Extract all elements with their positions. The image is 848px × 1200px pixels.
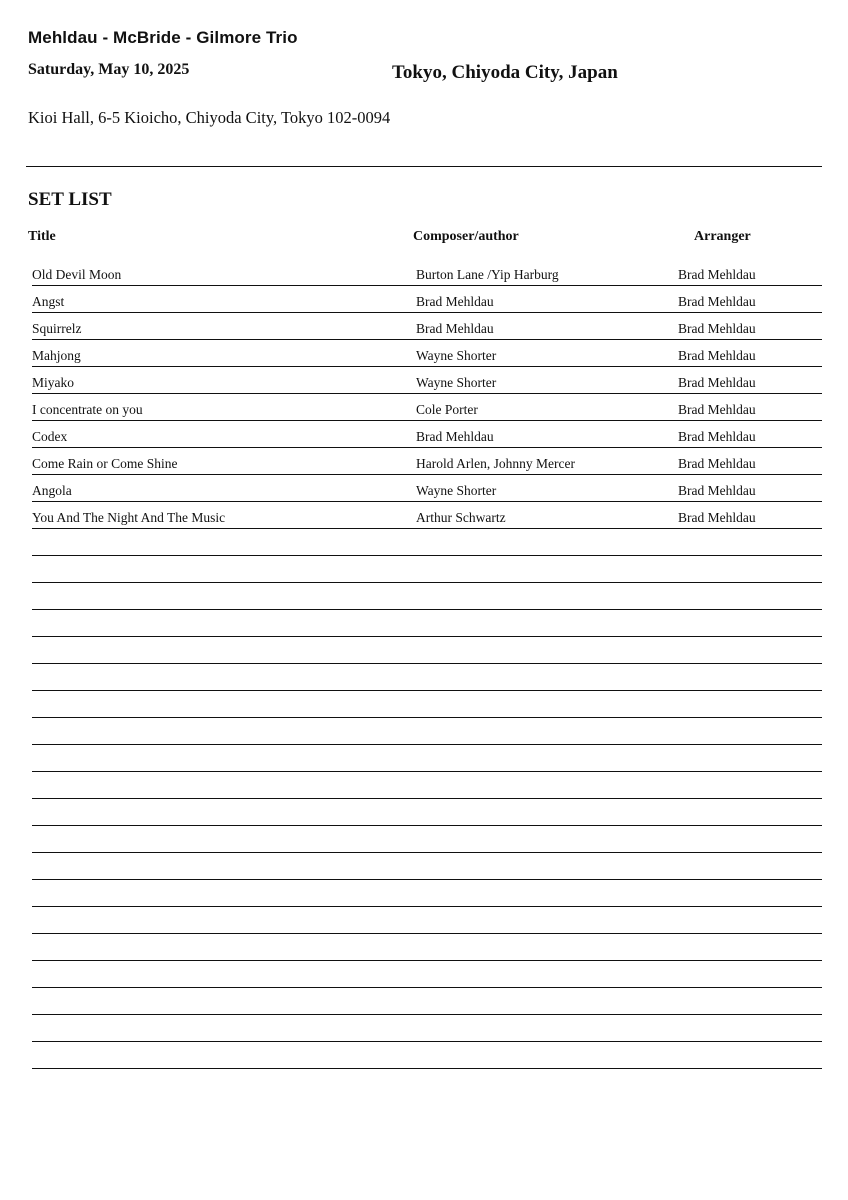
setlist-row <box>32 664 822 691</box>
setlist-row <box>32 961 822 988</box>
column-header-arranger: Arranger <box>694 229 751 244</box>
setlist-row <box>32 1042 822 1069</box>
setlist-table <box>32 259 822 1069</box>
song-title: Old Devil Moon <box>32 267 122 282</box>
setlist-heading: SET LIST <box>28 189 112 210</box>
setlist-row <box>32 826 822 853</box>
song-composer: Burton Lane /Yip Harburg <box>416 267 559 282</box>
setlist-row <box>32 799 822 826</box>
setlist-row <box>32 853 822 880</box>
song-title: Miyako <box>32 375 74 390</box>
setlist-row <box>32 313 822 340</box>
song-arranger: Brad Mehldau <box>678 483 756 498</box>
setlist-row <box>32 691 822 718</box>
setlist-row <box>32 1015 822 1042</box>
song-arranger: Brad Mehldau <box>678 456 756 471</box>
song-title: I concentrate on you <box>32 402 143 417</box>
setlist-row <box>32 259 822 286</box>
setlist-row <box>32 610 822 637</box>
song-composer: Wayne Shorter <box>416 348 497 363</box>
setlist-row <box>32 934 822 961</box>
setlist-row <box>32 475 822 502</box>
setlist-row <box>32 394 822 421</box>
setlist-row <box>32 907 822 934</box>
setlist-row <box>32 583 822 610</box>
song-composer: Wayne Shorter <box>416 483 497 498</box>
song-composer: Brad Mehldau <box>416 429 494 444</box>
header-divider <box>26 166 822 167</box>
setlist-row <box>32 718 822 745</box>
song-arranger: Brad Mehldau <box>678 429 756 444</box>
setlist-row <box>32 421 822 448</box>
band-title: Mehldau - McBride - Gilmore Trio <box>28 28 298 47</box>
song-arranger: Brad Mehldau <box>678 402 756 417</box>
setlist-row <box>32 637 822 664</box>
song-composer: Harold Arlen, Johnny Mercer <box>416 456 575 471</box>
setlist-row <box>32 367 822 394</box>
venue-address: Kioi Hall, 6-5 Kioicho, Chiyoda City, Tokyo 102-0094 <box>28 108 391 127</box>
song-arranger: Brad Mehldau <box>678 375 756 390</box>
setlist-row <box>32 340 822 367</box>
setlist-row <box>32 772 822 799</box>
song-composer: Brad Mehldau <box>416 294 494 309</box>
setlist-row <box>32 880 822 907</box>
song-composer: Arthur Schwartz <box>416 510 506 525</box>
song-arranger: Brad Mehldau <box>678 267 756 282</box>
song-title: Squirrelz <box>32 321 82 336</box>
song-title: You And The Night And The Music <box>32 510 226 525</box>
song-composer: Cole Porter <box>416 402 478 417</box>
song-arranger: Brad Mehldau <box>678 294 756 309</box>
song-composer: Brad Mehldau <box>416 321 494 336</box>
song-title: Codex <box>32 429 68 444</box>
concert-date: Saturday, May 10, 2025 <box>28 61 190 78</box>
setlist-row <box>32 529 822 556</box>
song-title: Angola <box>32 483 72 498</box>
song-arranger: Brad Mehldau <box>678 348 756 363</box>
song-arranger: Brad Mehldau <box>678 510 756 525</box>
setlist-row <box>32 448 822 475</box>
setlist-row <box>32 502 822 529</box>
setlist-row <box>32 286 822 313</box>
song-title: Come Rain or Come Shine <box>32 456 178 471</box>
song-arranger: Brad Mehldau <box>678 321 756 336</box>
setlist-row <box>32 556 822 583</box>
column-header-composer: Composer/author <box>413 229 519 244</box>
song-composer: Wayne Shorter <box>416 375 497 390</box>
song-title: Mahjong <box>32 348 81 363</box>
song-title: Angst <box>32 294 65 309</box>
setlist-row <box>32 988 822 1015</box>
column-header-title: Title <box>28 229 56 244</box>
setlist-row <box>32 745 822 772</box>
concert-location: Tokyo, Chiyoda City, Japan <box>392 62 618 83</box>
